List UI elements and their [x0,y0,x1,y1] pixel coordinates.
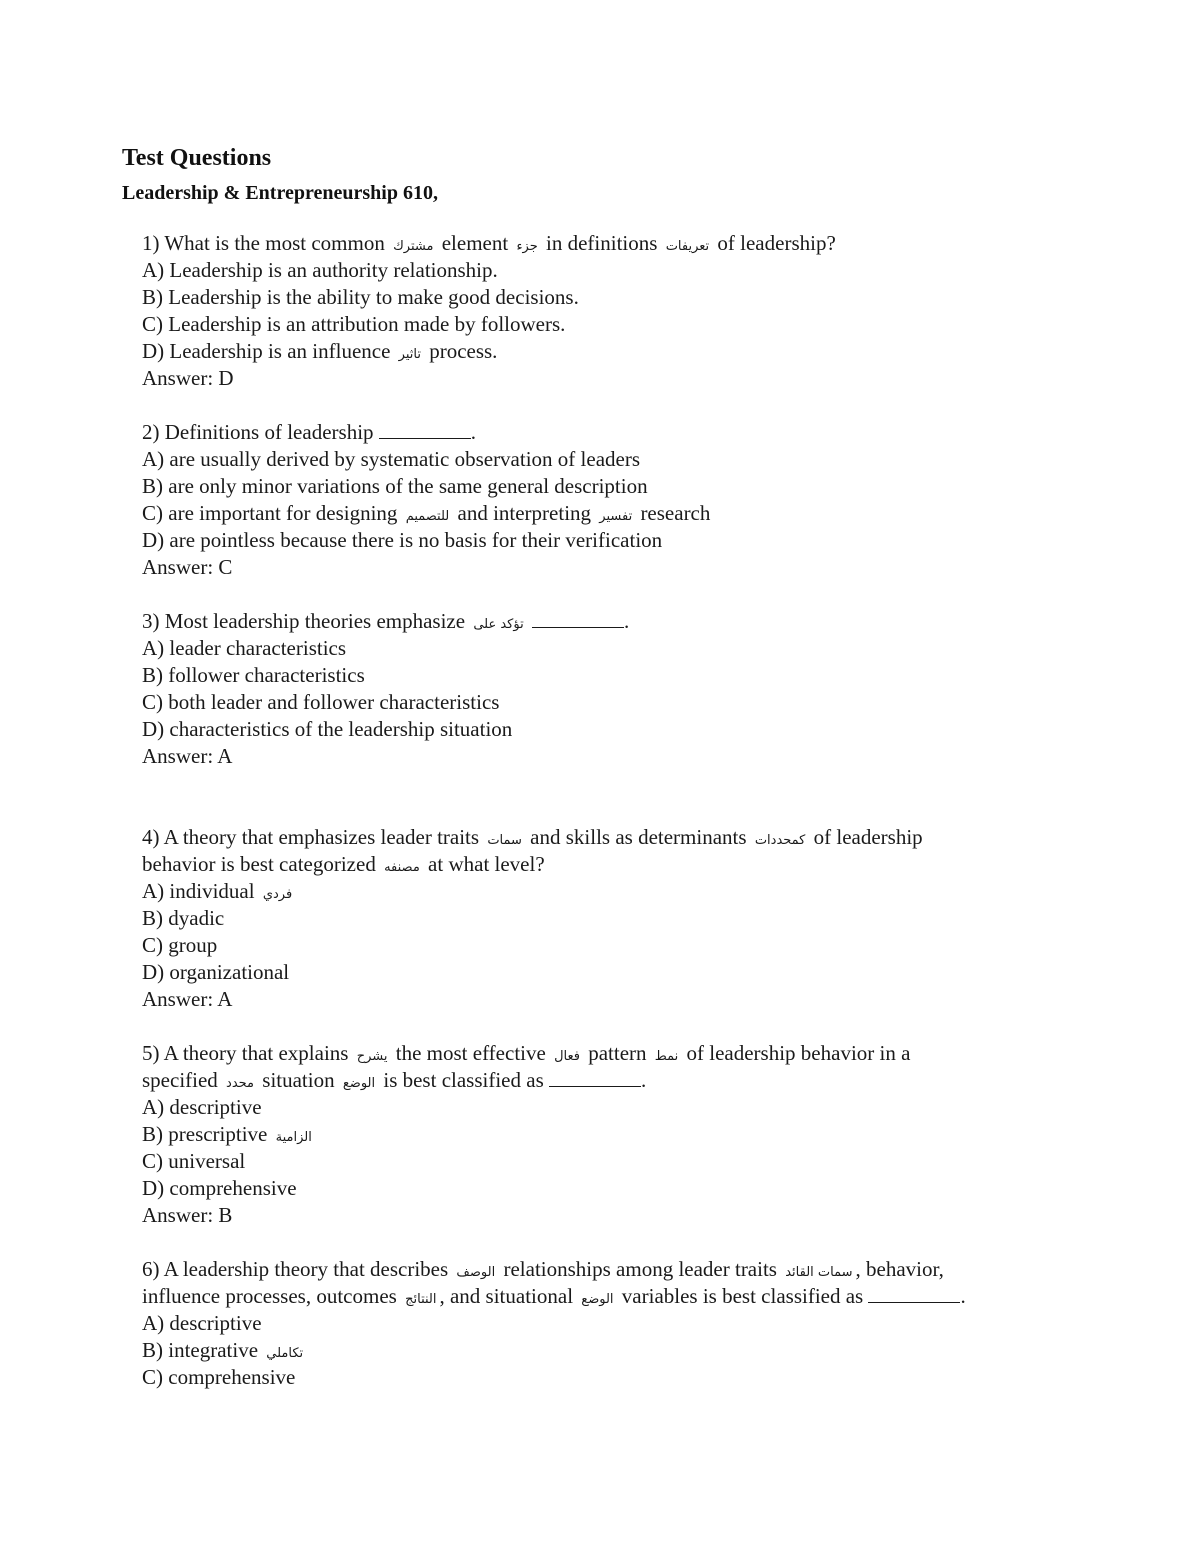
arabic-gloss: فعال [554,1049,580,1064]
question-block [142,230,1102,392]
question-prompt: influence processes, outcomes النتائج , and situational الوضع variables is best classified as . [142,1283,1102,1310]
question-prompt: 5) A theory that explains يشرح the most effective فعال pattern نمط of leadership behavior in a [142,1040,1102,1067]
question-list [142,230,1102,1418]
answer-blank [549,1068,641,1087]
answer-option: C) Leadership is an attribution made by followers. [142,312,566,336]
answer-key: Answer: A [142,987,233,1011]
question-prompt: 4) A theory that emphasizes leader traits سمات and skills as determinants كمحددات of leadership [142,824,1102,851]
question-prompt: behavior is best categorized مصنفه at what level? [142,851,1102,878]
answer-key: Answer: B [142,1203,233,1227]
answer-option: C) comprehensive [142,1365,296,1389]
answer-option: A) individual فردي [142,878,1102,905]
answer-option: D) are pointless because there is no basis for their verification [142,528,663,552]
answer-option: C) are important for designing للتصميم and interpreting تفسير research [142,500,1102,527]
arabic-gloss: فردي [262,887,293,902]
answer-option: C) universal [142,1149,246,1173]
arabic-gloss: يشرح [356,1049,388,1064]
question-prompt: specified محدد situation الوضع is best classified as . [142,1067,1102,1094]
question-prompt: 2) Definitions of leadership . [142,420,477,444]
answer-option: A) Leadership is an authority relationship. [142,258,498,282]
arabic-gloss: تؤكد على [473,617,524,632]
question-block [142,1256,1102,1391]
document-header [122,143,1022,207]
answer-blank [379,420,471,439]
arabic-gloss: نمط [654,1049,679,1064]
document-title: Test Questions [122,145,272,171]
arabic-gloss: سمات القائد [785,1265,853,1280]
answer-option: B) integrative تكاملي [142,1337,1102,1364]
arabic-gloss: تكاملي [266,1346,304,1361]
answer-key: Answer: A [142,744,233,768]
arabic-gloss: مصنفه [384,860,420,875]
arabic-gloss: محدد [226,1076,255,1091]
answer-option: B) are only minor variations of the same general description [142,474,648,498]
arabic-gloss: الوصف [456,1265,496,1280]
answer-key: Answer: C [142,555,233,579]
question-block [142,824,1102,1013]
arabic-gloss: الوضع [581,1292,614,1307]
answer-option: A) descriptive [142,1095,262,1119]
answer-option: A) descriptive [142,1311,262,1335]
question-block [142,1040,1102,1229]
answer-option: A) leader characteristics [142,636,347,660]
arabic-gloss: كمحددات [754,833,806,848]
question-prompt: 1) What is the most common مشترك element جزء in definitions تعريفات of leadership? [142,230,1102,257]
arabic-gloss: للتصميم [405,509,450,524]
answer-blank [532,609,624,628]
answer-option: B) Leadership is the ability to make good decisions. [142,285,579,309]
answer-option: D) organizational [142,960,290,984]
arabic-gloss: جزء [516,239,538,254]
arabic-gloss: الزامية [275,1130,312,1145]
answer-option: A) are usually derived by systematic observation of leaders [142,447,641,471]
answer-option: B) prescriptive الزامية [142,1121,1102,1148]
answer-option: B) follower characteristics [142,663,365,687]
arabic-gloss: تفسير [599,509,633,524]
arabic-gloss: تعريفات [665,239,710,254]
arabic-gloss: الوضع [342,1076,376,1091]
question-prompt: 6) A leadership theory that describes الوصف relationships among leader traits سمات القائد , behavior, [142,1256,1102,1283]
answer-blank [868,1284,960,1303]
arabic-gloss: مشترك [393,239,434,254]
answer-option: B) dyadic [142,906,225,930]
document-subtitle: Leadership & Entrepreneurship 610, [122,182,438,204]
answer-option: D) comprehensive [142,1176,297,1200]
answer-option: C) both leader and follower characteristics [142,690,500,714]
answer-option: D) Leadership is an influence تاثير process. [142,338,1102,365]
arabic-gloss: تاثير [398,347,421,362]
answer-option: C) group [142,933,218,957]
answer-option: D) characteristics of the leadership situation [142,717,513,741]
question-block [142,608,1102,770]
arabic-gloss: النتائج [405,1292,437,1307]
question-block [142,419,1102,581]
question-prompt: 3) Most leadership theories emphasize تؤكد على . [142,608,1102,635]
answer-key: Answer: D [142,366,234,390]
arabic-gloss: سمات [487,833,522,848]
